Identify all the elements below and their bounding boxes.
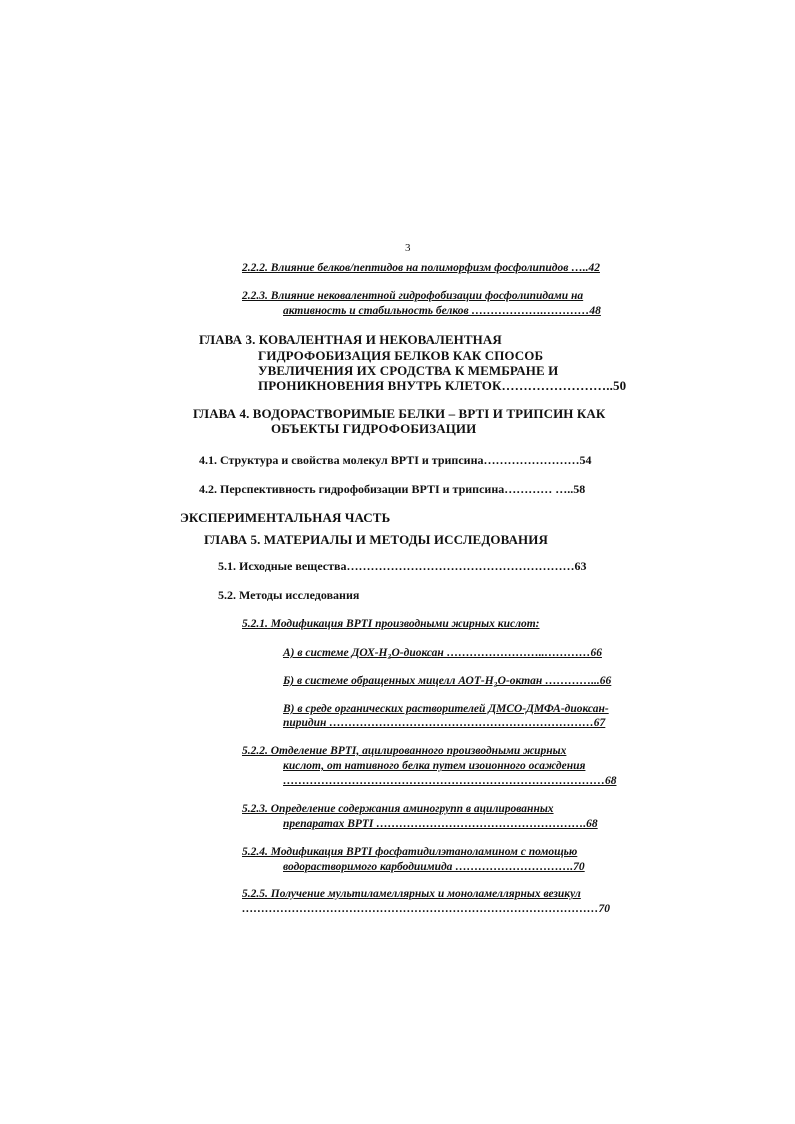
toc-chapter-4-line2: ОБЪЕКТЫ ГИДРОФОБИЗАЦИИ bbox=[271, 421, 477, 436]
toc-entry-5-2-5-line2: …………………………………………………………………………………70 bbox=[242, 903, 610, 915]
toc-section-4-2: 4.2. Перспективность гидрофобизации ВРТI и трипсина………… …..58 bbox=[199, 482, 586, 496]
toc-entry-2-2-2: 2.2.2. Влияние белков/пептидов на полиморфизм фосфолипидов …..42 bbox=[242, 262, 600, 274]
toc-chapter-3-line2: ГИДРОФОБИЗАЦИЯ БЕЛКОВ КАК СПОСОБ bbox=[258, 348, 544, 363]
toc-entry-2-2-3-line2: активность и стабильность белков ……………….…………48 bbox=[283, 305, 601, 317]
toc-section-5-2: 5.2. Методы исследования bbox=[218, 588, 360, 602]
toc-entry-5-2-4-line1: 5.2.4. Модификация ВРТI фосфатидилэтаноламином с помощью bbox=[242, 846, 578, 858]
toc-entry-5-2-1: 5.2.1. Модификация ВРТI производными жирных кислот: bbox=[242, 618, 540, 630]
page-number: 3 bbox=[405, 242, 411, 254]
toc-entry-5-2-3-line1: 5.2.3. Определение содержания аминогрупп в ацилированных bbox=[242, 803, 554, 815]
toc-entry-5-2-2-line2: кислот, от нативного белка путем изоионного осаждения bbox=[283, 760, 586, 772]
toc-chapter-4-line1: ГЛАВА 4. ВОДОРАСТВОРИМЫЕ БЕЛКИ – ВРТI И ТРИПСИН КАК bbox=[193, 406, 606, 421]
toc-entry-5-2-5-line1: 5.2.5. Получение мультиламеллярных и моноламеллярных везикул bbox=[242, 888, 581, 900]
toc-entry-5-2-1-c-line2: пиридин ……………………………………………………………67 bbox=[283, 717, 606, 729]
toc-entry-5-2-1-a: А) в системе ДОХ-H₂O-диоксан ……………………..…………66 bbox=[283, 647, 602, 659]
toc-entry-5-2-3-line2: препаратах ВРТI ……………………………………………….68 bbox=[283, 818, 598, 830]
toc-entry-5-2-1-b: Б) в системе обращенных мицелл АОТ-H₂O-октан …………...66 bbox=[283, 675, 612, 687]
toc-section-5-1: 5.1. Исходные вещества…………………………………………………63 bbox=[218, 559, 587, 573]
toc-chapter-3-line4: ПРОНИКНОВЕНИЯ ВНУТРЬ КЛЕТОК……………………..50 bbox=[258, 378, 627, 393]
toc-entry-5-2-4-line2: водорастворимого карбодиимида ………………………….70 bbox=[283, 861, 585, 873]
toc-entry-2-2-3-line1: 2.2.3. Влияние нековалентной гидрофобизации фосфолипидами на bbox=[242, 290, 584, 302]
toc-entry-5-2-2-line3: …………………………………………………………………………68 bbox=[283, 775, 617, 787]
toc-section-4-1: 4.1. Структура и свойства молекул ВРТI и трипсина……………………54 bbox=[199, 453, 592, 467]
toc-part-experimental: ЭКСПЕРИМЕНТАЛЬНАЯ ЧАСТЬ bbox=[180, 510, 391, 525]
toc-entry-5-2-2-line1: 5.2.2. Отделение ВРТI, ацилированного производными жирных bbox=[242, 745, 567, 757]
toc-chapter-3-line1: ГЛАВА 3. КОВАЛЕНТНАЯ И НЕКОВАЛЕНТНАЯ bbox=[199, 332, 502, 347]
toc-chapter-3-line3: УВЕЛИЧЕНИЯ ИХ СРОДСТВА К МЕМБРАНЕ И bbox=[258, 363, 559, 378]
toc-entry-5-2-1-c-line1: В) в среде органических растворителей ДМСО-ДМФА-диоксан- bbox=[283, 703, 609, 715]
toc-chapter-5: ГЛАВА 5. МАТЕРИАЛЫ И МЕТОДЫ ИССЛЕДОВАНИЯ bbox=[204, 532, 548, 547]
